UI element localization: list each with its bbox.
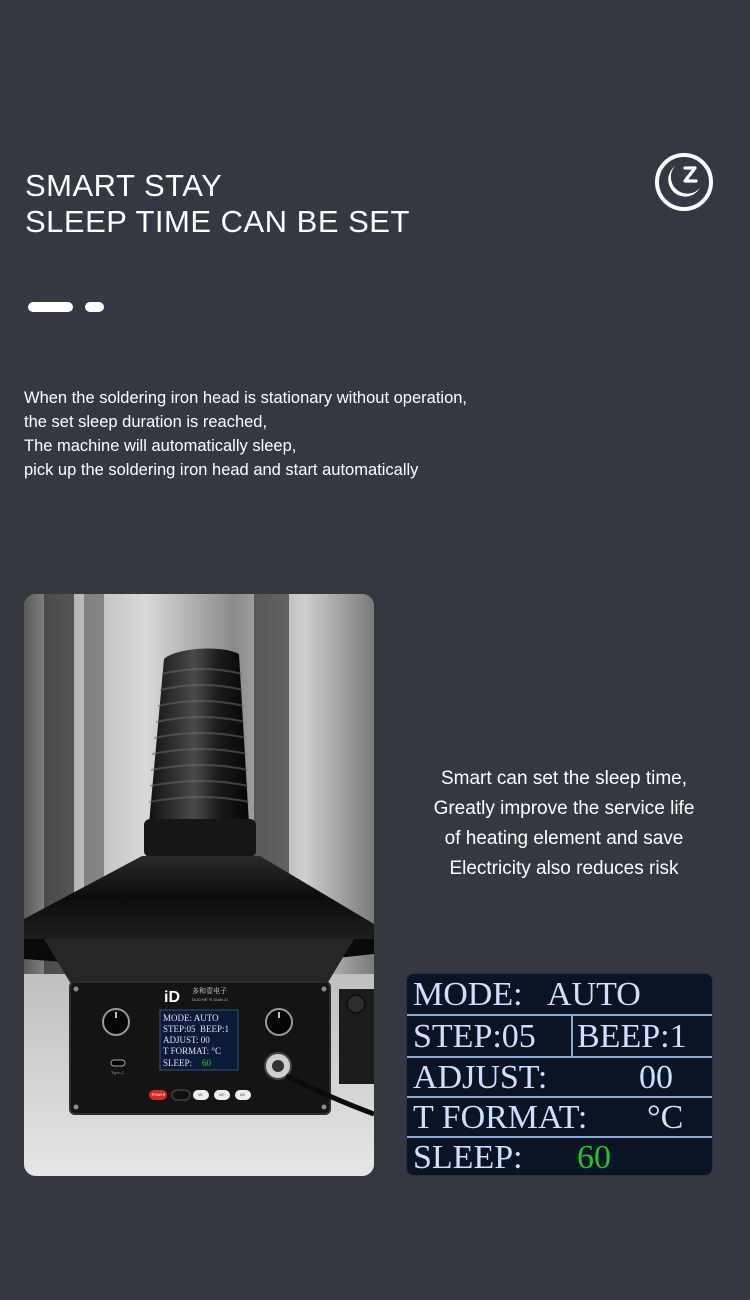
- m3-btn-label: M3: [240, 1093, 245, 1097]
- description-line-1: When the soldering iron head is stationary without operation,: [24, 389, 468, 407]
- m1-btn-label: M1: [198, 1093, 203, 1097]
- lcd-tformat-label: T FORMAT:: [413, 1099, 588, 1136]
- mini-screen-tformat: T FORMAT: °C: [163, 1046, 221, 1056]
- product-photo: [24, 594, 374, 1176]
- lcd-sleep-value: 60: [577, 1139, 611, 1176]
- feature-blurb: [404, 764, 724, 884]
- lcd-row-step: [407, 1017, 712, 1057]
- section-title: [25, 168, 410, 240]
- mini-screen-sleep-value: 60: [202, 1058, 211, 1068]
- lcd-mode-value: AUTO: [547, 976, 641, 1013]
- lcd-beep: BEEP:1: [577, 1018, 687, 1055]
- lcd-row-mode: [407, 975, 712, 1015]
- blurb-line-4: Electricity also reduces risk: [449, 858, 679, 879]
- lcd-row-tformat: [407, 1098, 712, 1138]
- power-btn-label: POWER: [152, 1093, 166, 1097]
- blurb-line-2: Greatly improve the service life: [433, 798, 695, 819]
- divider-dash-long: [28, 302, 73, 312]
- lcd-divider-1: [407, 1014, 712, 1016]
- mini-screen-sleep-label: SLEEP:: [163, 1058, 193, 1068]
- title-line-1: SMART STAY: [25, 168, 223, 203]
- port-label: Type-C: [111, 1070, 124, 1075]
- station-logo: iD: [164, 989, 180, 1006]
- lcd-closeup: [406, 973, 713, 1176]
- blurb-line-3: of heating element and save: [444, 828, 684, 849]
- lcd-adjust-value: 00: [639, 1059, 673, 1096]
- blurb-line-1: Smart can set the sleep time,: [440, 768, 688, 789]
- mini-screen-mode: MODE: AUTO: [163, 1013, 219, 1023]
- lcd-row-adjust: [407, 1058, 712, 1098]
- lcd-mode-label: MODE:: [413, 976, 523, 1013]
- mini-screen-step: STEP:05: [163, 1024, 196, 1034]
- title-line-2: SLEEP TIME CAN BE SET: [25, 204, 410, 239]
- station-brand-cn: 多和壹电子: [192, 987, 227, 995]
- m2-btn-label: M2: [219, 1093, 224, 1097]
- description: [24, 386, 467, 482]
- station-brand-en: DUO HE YI DIAN ZI: [192, 997, 228, 1002]
- sleep-moon-icon: [654, 152, 714, 212]
- mini-screen-beep: BEEP:1: [200, 1024, 230, 1034]
- soldering-station-illustration: [24, 594, 374, 1176]
- lcd-tformat-value: °C: [647, 1099, 684, 1136]
- lcd-row-sleep: [407, 1138, 712, 1176]
- lcd-step: STEP:05: [413, 1018, 536, 1055]
- lcd-sleep-label: SLEEP:: [413, 1139, 523, 1176]
- description-line-2: the set sleep duration is reached,: [24, 413, 268, 431]
- lcd-adjust-label: ADJUST:: [413, 1059, 548, 1096]
- mini-screen-adjust: ADJUST: 00: [163, 1035, 210, 1045]
- description-line-3: The machine will automatically sleep,: [24, 437, 297, 455]
- divider-dash-short: [85, 302, 104, 312]
- lcd-vertical-divider: [571, 1014, 573, 1056]
- description-line-4: pick up the soldering iron head and start automatically: [24, 461, 419, 479]
